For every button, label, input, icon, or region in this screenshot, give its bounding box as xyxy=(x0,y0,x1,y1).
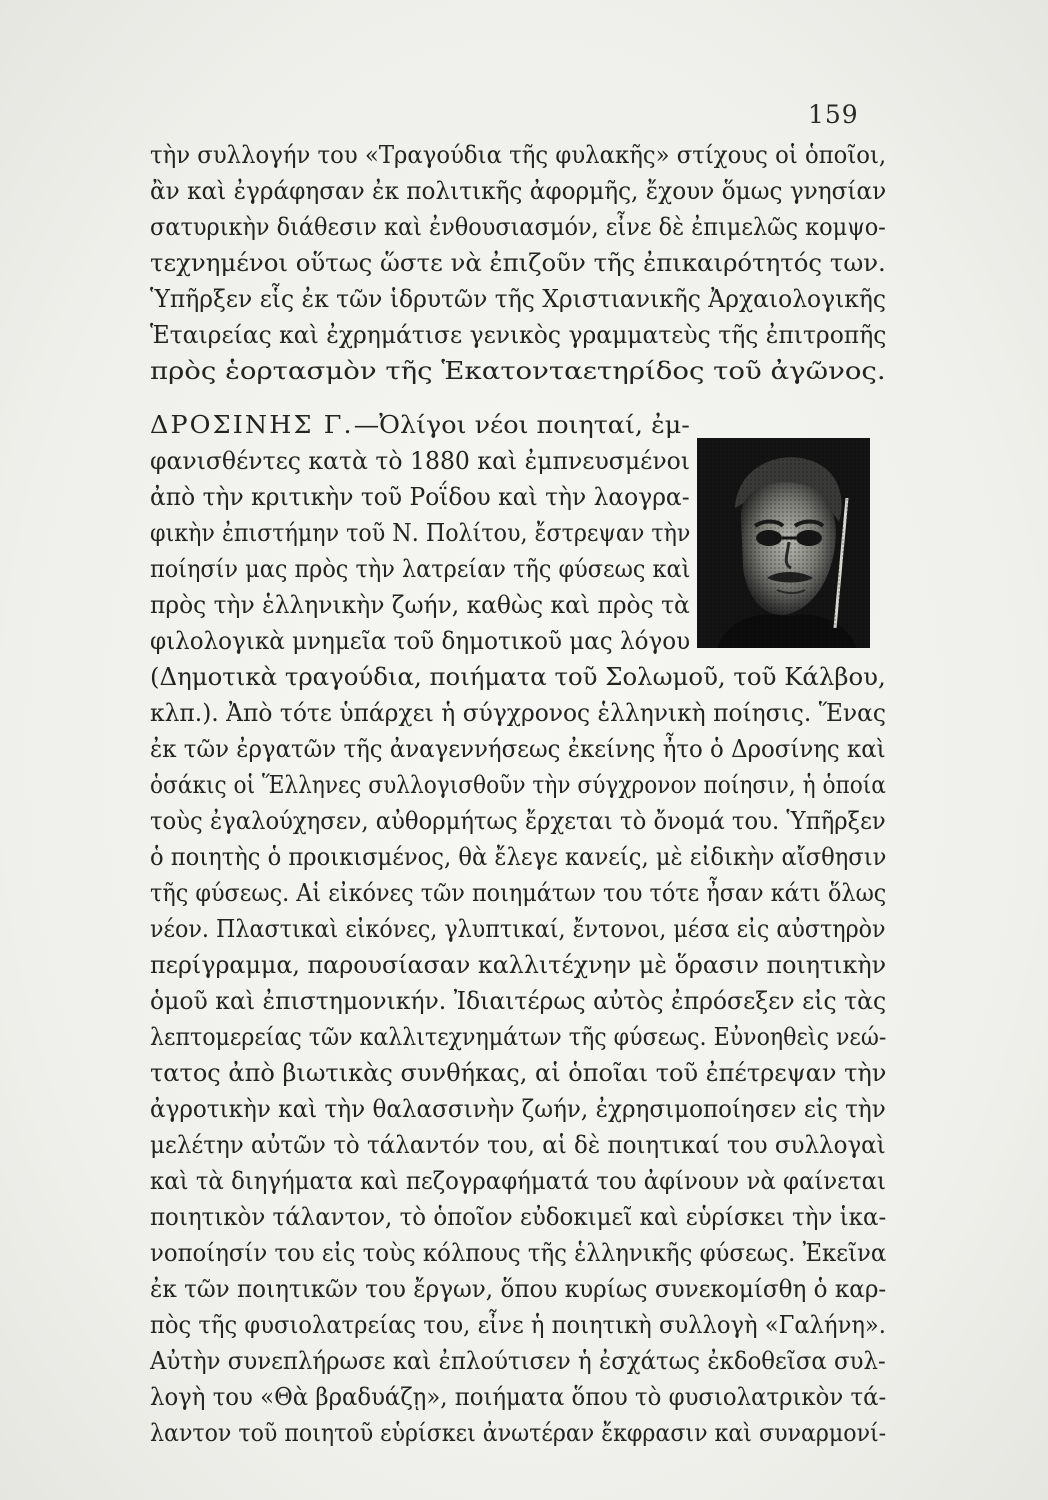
entry-line: μελέτην αὐτῶν τὸ τάλαντόν του, αἱ δὲ ποιητικαί του συλλογαὶ xyxy=(150,1131,886,1159)
intro-line: τὴν συλλογήν του «Τραγούδια τῆς φυλακῆς» στίχους οἱ ὁποῖοι, xyxy=(150,141,887,169)
entry-line: ποίησίν μας πρὸς τὴν λατρείαν τῆς φύσεως καὶ xyxy=(150,555,691,583)
entry-line: τῆς φύσεως. Αἱ εἰκόνες τῶν ποιημάτων του τότε ἦσαν κάτι ὅλως xyxy=(150,879,887,907)
intro-line: τεχνημένοι οὕτως ὥστε νὰ ἐπιζοῦν τῆς ἐπικαιρότητός των. xyxy=(150,249,886,277)
entry-line: τοὺς ἐγαλούχησεν, αὐθορμήτως ἔρχεται τὸ ὄνομά του. Ὑπῆρξεν xyxy=(150,807,886,835)
entry-line: ἐκ τῶν ἐργατῶν τῆς ἀναγεννήσεως ἐκείνης ἦτο ὁ Δροσίνης καὶ xyxy=(150,735,886,763)
intro-line: πρὸς ἑορτασμὸν τῆς Ἑκατονταετηρίδος τοῦ ἀγῶνος. xyxy=(150,357,886,385)
entry-line: ποιητικὸν τάλαντον, τὸ ὁποῖον εὐδοκιμεῖ καὶ εὑρίσκει τὴν ἱκα- xyxy=(150,1203,887,1231)
entry-line: ἀγροτικὴν καὶ τὴν θαλασσινὴν ζωήν, ἐχρησιμοποίησεν εἰς τὴν xyxy=(150,1095,886,1123)
entry-line: λογὴ του «Θὰ βραδυάζῃ», ποιήματα ὅπου τὸ φυσιολατρικὸν τά- xyxy=(150,1383,887,1411)
author-portrait xyxy=(697,438,870,648)
entry-line: ἀπὸ τὴν κριτικὴν τοῦ Ροΐδου καὶ τὴν λαογρα- xyxy=(150,483,690,511)
portrait-image xyxy=(697,438,870,648)
entry-line: ἐκ τῶν ποιητικῶν του ἔργων, ὅπου κυρίως συνεκομίσθη ὁ καρ- xyxy=(150,1275,887,1303)
entry-heading: ΔΡΟΣΙΝΗΣ Γ. xyxy=(150,411,354,439)
entry-line: πρὸς τὴν ἑλληνικὴν ζωήν, καθὼς καὶ πρὸς τὰ xyxy=(150,591,690,619)
entry-line: φικὴν ἐπιστήμην τοῦ Ν. Πολίτου, ἔστρεψαν τὴν xyxy=(150,519,691,547)
intro-line: Ἑταιρείας καὶ ἐχρημάτισε γενικὸς γραμματεὺς τῆς ἐπιτροπῆς xyxy=(150,321,887,349)
entry-line: Αὐτὴν συνεπλήρωσε καὶ ἐπλούτισεν ἡ ἐσχάτως ἐκδοθεῖσα συλ- xyxy=(150,1347,886,1375)
entry-first-line xyxy=(150,410,690,440)
entry-line: τατος ἀπὸ βιωτικὰς συνθήκας, αἱ ὁποῖαι τοῦ ἐπέτρεψαν τὴν xyxy=(150,1059,887,1087)
entry-line: πὸς τῆς φυσιολατρείας του, εἶνε ἡ ποιητικὴ συλλογὴ «Γαλήνη». xyxy=(150,1311,886,1339)
page-number: 159 xyxy=(808,100,859,129)
entry-line: κλπ.). Ἀπὸ τότε ὑπάρχει ἡ σύγχρονος ἑλληνικὴ ποίησις. Ἕνας xyxy=(150,699,886,727)
entry-line: νοποίησίν του εἰς τοὺς κόλπους τῆς ἑλληνικῆς φύσεως. Ἐκεῖνα xyxy=(150,1239,887,1267)
entry-first-line-text: —Ὀλίγοι νέοι ποιηταί, ἐμ- xyxy=(353,411,690,439)
entry-line: φιλολογικὰ μνημεῖα τοῦ δημοτικοῦ μας λόγου xyxy=(150,627,691,655)
entry-line: (Δημοτικὰ τραγούδια, ποιήματα τοῦ Σολωμοῦ, τοῦ Κάλβου, xyxy=(150,663,886,691)
intro-line: ἂν καὶ ἐγράφησαν ἐκ πολιτικῆς ἀφορμῆς, ἔχουν ὅμως γνησίαν xyxy=(150,177,887,205)
entry-line: καὶ τὰ διηγήματα καὶ πεζογραφήματά του ἀφίνουν νὰ φαίνεται xyxy=(150,1167,886,1195)
entry-line: ὁ ποιητὴς ὁ προικισμένος, θὰ ἔλεγε κανείς, μὲ εἰδικὴν αἴσθησιν xyxy=(150,843,887,871)
entry-line: λαντον τοῦ ποιητοῦ εὑρίσκει ἀνωτέραν ἔκφρασιν καὶ συναρμονί- xyxy=(150,1419,887,1447)
entry-line: περίγραμμα, παρουσίασαν καλλιτέχνην μὲ ὅρασιν ποιητικὴν xyxy=(150,951,887,979)
entry-line: φανισθέντες κατὰ τὸ 1880 καὶ ἐμπνευσμένοι xyxy=(150,447,691,475)
entry-line: λεπτομερείας τῶν καλλιτεχνημάτων τῆς φύσεως. Εὐνοηθεὶς νεώ- xyxy=(150,1023,887,1051)
intro-line: Ὑπῆρξεν εἷς ἐκ τῶν ἱδρυτῶν τῆς Χριστιανικῆς Ἀρχαιολογικῆς xyxy=(150,285,887,313)
entry-line: ὁμοῦ καὶ ἐπιστημονικήν. Ἰδιαιτέρως αὐτὸς ἐπρόσεξεν εἰς τὰς xyxy=(150,987,887,1015)
intro-line: σατυρικὴν διάθεσιν καὶ ἐνθουσιασμόν, εἶνε δὲ ἐπιμελῶς κομψο- xyxy=(150,213,886,241)
entry-line: ὁσάκις οἱ Ἕλληνες συλλογισθοῦν τὴν σύγχρονον ποίησιν, ἡ ὁποία xyxy=(150,771,886,799)
entry-line: νέον. Πλαστικαὶ εἰκόνες, γλυπτικαί, ἔντονοι, μέσα εἰς αὐστηρὸν xyxy=(150,915,886,943)
